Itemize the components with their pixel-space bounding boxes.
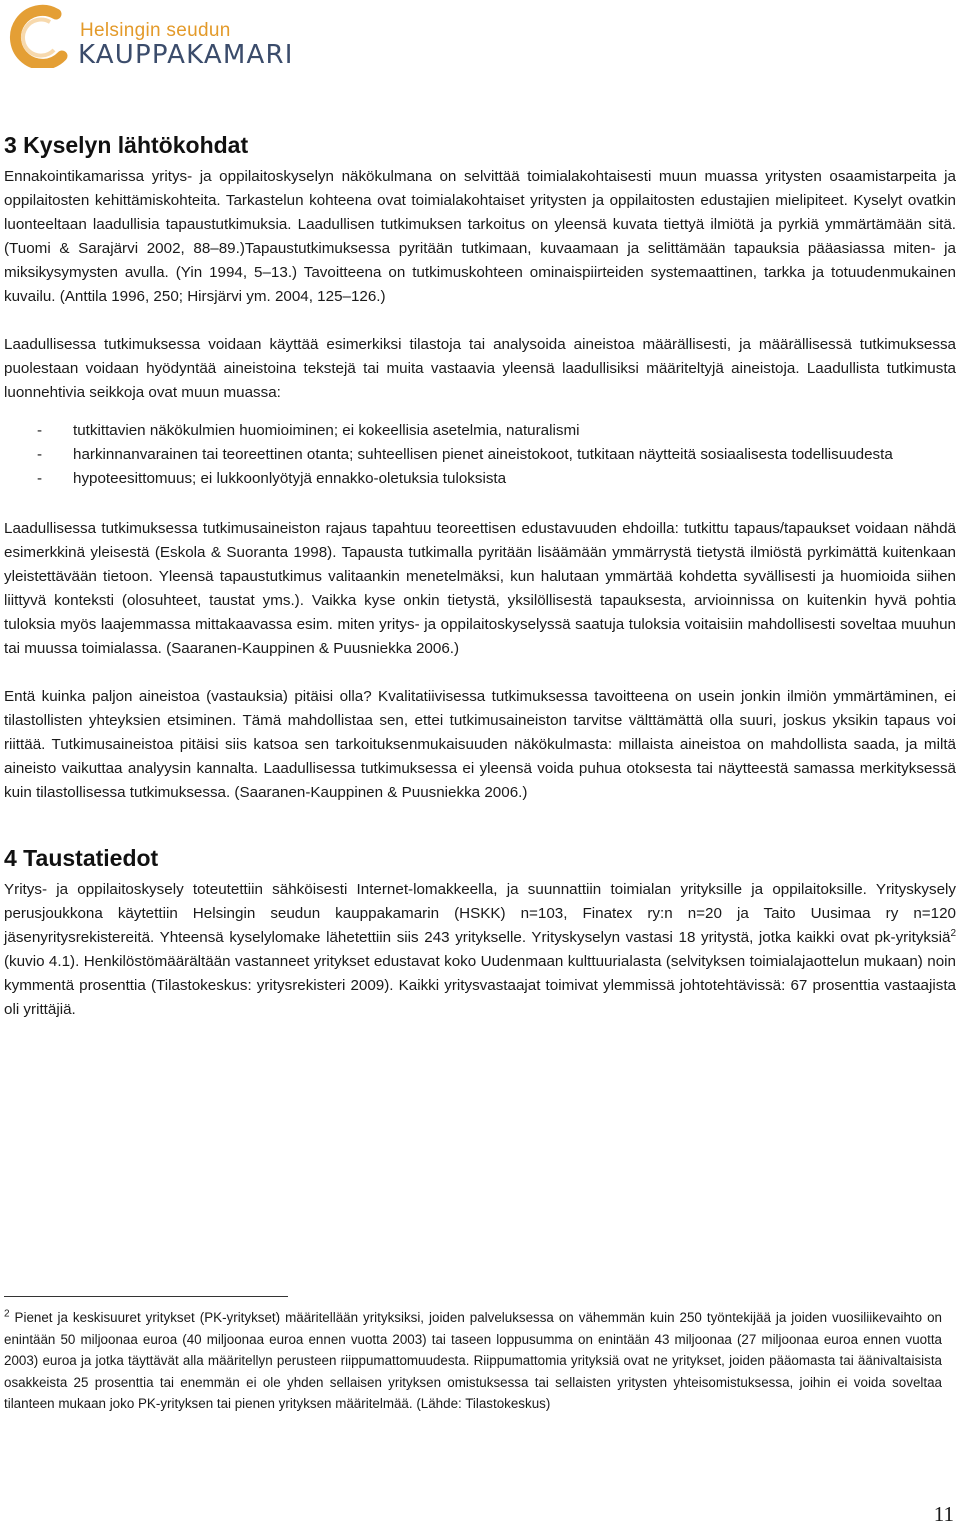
section-4-heading: 4 Taustatiedot [4, 845, 159, 871]
kauppakamari-logo [4, 2, 304, 68]
list-item: - tutkittavien näkökulmien huomioiminen; ei kokeellisia asetelmia, naturalismi [37, 422, 580, 439]
section-3-paragraph-4: Entä kuinka paljon aineistoa (vastauksia) pitäisi olla? Kvalitatiivisessa tutkimuksessa tavoitteena on usein jonkin ilmiön ymmärtäminen, ei tilastollisten yhteyksien etsiminen. Tämä mahdollistaa sen, ettei tutkimusaineiston tarvitse välttämättä olla suuri, joskus yksikin tapaus voi riittää. Tutkimusaineistoa pitäisi siis katsoa sen tarkoituksenmukaisuuden näkökulmasta: millaista aineistoa on mahdollista saada, ja miltä aineisto vaikuttaa analyysin kannalta. Laadullisessa tutkimuksessa ei yleensä voida puhua otoksesta tai näytteestä samassa merkityksessä kuin tilastollisessa tutkimuksessa. (Saaranen-Kauppinen & Puusniekka 2006.) [4, 688, 956, 801]
section-3-heading: 3 Kyselyn lähtökohdat [4, 132, 249, 158]
footnote [4, 1307, 942, 1415]
footnote-separator [4, 1296, 288, 1297]
section-3-paragraph-1: Ennakointikamarissa yritys- ja oppilaitoskyselyn näkökulmana on selvittää toimialakohtaisesti muun muassa yritysten osaamistarpeita ja oppilaitosten kehittämiskohteita. Tarkastelun kohteena ovat toimialakohtaiset yritysten ja oppilaitosten edustajien mielipiteet. Kyselyt ovatkin luonteeltaan laadullisia tapaustutkimuksia. Laadullisen tutkimuksen tarkoitus on yleensä kuvata tiettyä ilmiötä ja pyrkiä ymmärtämään sitä. (Tuomi & Sarajärvi 2002, 88–89.)Tapaustutkimuksessa pyritään tutkimaan, kuvaamaan ja selittämään tapauksia pääasiassa miten- ja miksikysymysten avulla. (Yin 1994, 5–13.) Tavoitteena on tutkimuskohteen ominaispiirteiden systemaattinen, tarkka ja totuudenmukainen kuvailu. (Anttila 1996, 250; Hirsjärvi ym. 2004, 125–126.) [4, 168, 956, 305]
page-number: 11 [933, 1502, 954, 1526]
list-item: - harkinnanvarainen tai teoreettinen otanta; suhteellisen pienet aineistokoot, tutkitaan näytteitä sosiaalisesta todellisuudesta [37, 446, 893, 463]
logo-text-top: Helsingin seudun [80, 20, 231, 41]
section-4-paragraph-1: Yritys- ja oppilaitoskysely toteutettiin sähköisesti Internet-lomakkeella, ja suunnattiin toimialan yrityksille ja oppilaitoksille. Yrityskysely perusjoukkona käytettiin Helsingin seudun kauppakamarin (HSKK) n=103, Finatex ry:n n=20 ja Taito Uusimaa ry n=120 jäsenyritysrekistereitä. Yhteensä kyselylomake lähetettiin siis 243 yritykselle. Yrityskyselyn vastasi 18 yritystä, jotka kaikki ovat pk-yrityksiä$^2$ (kuvio 4.1). Henkilöstömäärältään vastanneet yritykset edustavat koko Uudenmaan kulttuurialasta (selvityksen toimialajaottelun mukaan) noin kymmentä prosenttia (Tilastokeskus: yritysrekisteri 2009). Kaikki yritysvastaajat toimivat ylemmissä johtotehtävissä: 67 prosenttia vastaajista oli yrittäjiä. [4, 881, 956, 1018]
list-item: - hypoteesittomuus; ei lukkoonlyötyjä ennakko-oletuksia tuloksista [37, 470, 507, 487]
kauppakamari-logo-icon [4, 2, 84, 68]
section-3-paragraph-2: Laadullisessa tutkimuksessa voidaan käyttää esimerkiksi tilastoja tai analysoida aineistoa määrällisesti, ja määrällisessä tutkimuksessa puolestaan voidaan hyödyntää aineistoina tekstejä tai muita vastaavia yleensä laadullisiksi määriteltyjä aineistoja. Laadullista tutkimusta luonnehtivia seikkoja ovat muun muassa: [4, 336, 956, 401]
footnote-ref: 2 [950, 927, 956, 939]
footnote-marker: 2 [4, 1308, 10, 1320]
section-3-paragraph-3: Laadullisessa tutkimuksessa tutkimusaineiston rajaus tapahtuu teoreettisen edustavuuden ehdoilla: tutkittu tapaus/tapaukset voidaan nähdä esimerkkinä yleisestä (Eskola & Suoranta 1998). Tapausta tutkimalla pyritään lisäämään ymmärrystä tietystä ilmiöstä pyrkimättä kuitenkaan yleistettävään tietoon. Yleensä tapaustutkimus valitaankin menetelmäksi, kun halutaan ymmärtää kohdetta syvällisesti ja huomioida siihen liittyvä konteksti (olosuhteet, taustat yms.). Vaikka kyse onkin tietystä, yksilöllisestä tapauksesta, arvioinnissa on kuitenkin hyvä pohtia tuloksia myös laajemmassa mittakaavassa esim. miten yritys- ja oppilaitoskyselyssä saatuja tuloksia voitaisiin mahdollisesti soveltaa muuhun tai muussa toimialassa. (Saaranen-Kauppinen & Puusniekka 2006.) [4, 520, 956, 657]
page-content [4, 132, 956, 1022]
footnote-text: Pienet ja keskisuuret yritykset (PK-yritykset) määritellään yrityksiksi, joiden palveluksessa on vähemmän kuin 250 työntekijää ja joiden vuosiliikevaihto on enintään 50 miljoonaa euroa (40 miljoonaa euroa ennen vuotta 2003) tai taseen loppusumma on enintään 43 miljoonaa (27 miljoonaa euroa ennen vuotta 2003) euroa ja jotka täyttävät alla määritellyn perusteen riippumattomuudesta. Riippumattomia yrityksiä ovat ne yritykset, joiden pääomasta tai äänivaltaisista osakkeista 25 prosenttia tai enemmän ei ole yhden sellaisen yrityksen omistuksessa tai sellaisten yritysten yhteisomistuksessa, joihin ei voida soveltaa tilanteen mukaan joko PK-yrityksen tai pienen yrityksen määritelmää. (Lähde: Tilastokeskus) [4, 1310, 942, 1411]
logo-text-bottom: KAUPPAKAMARI [78, 40, 294, 70]
qualitative-features-list [4, 419, 956, 491]
